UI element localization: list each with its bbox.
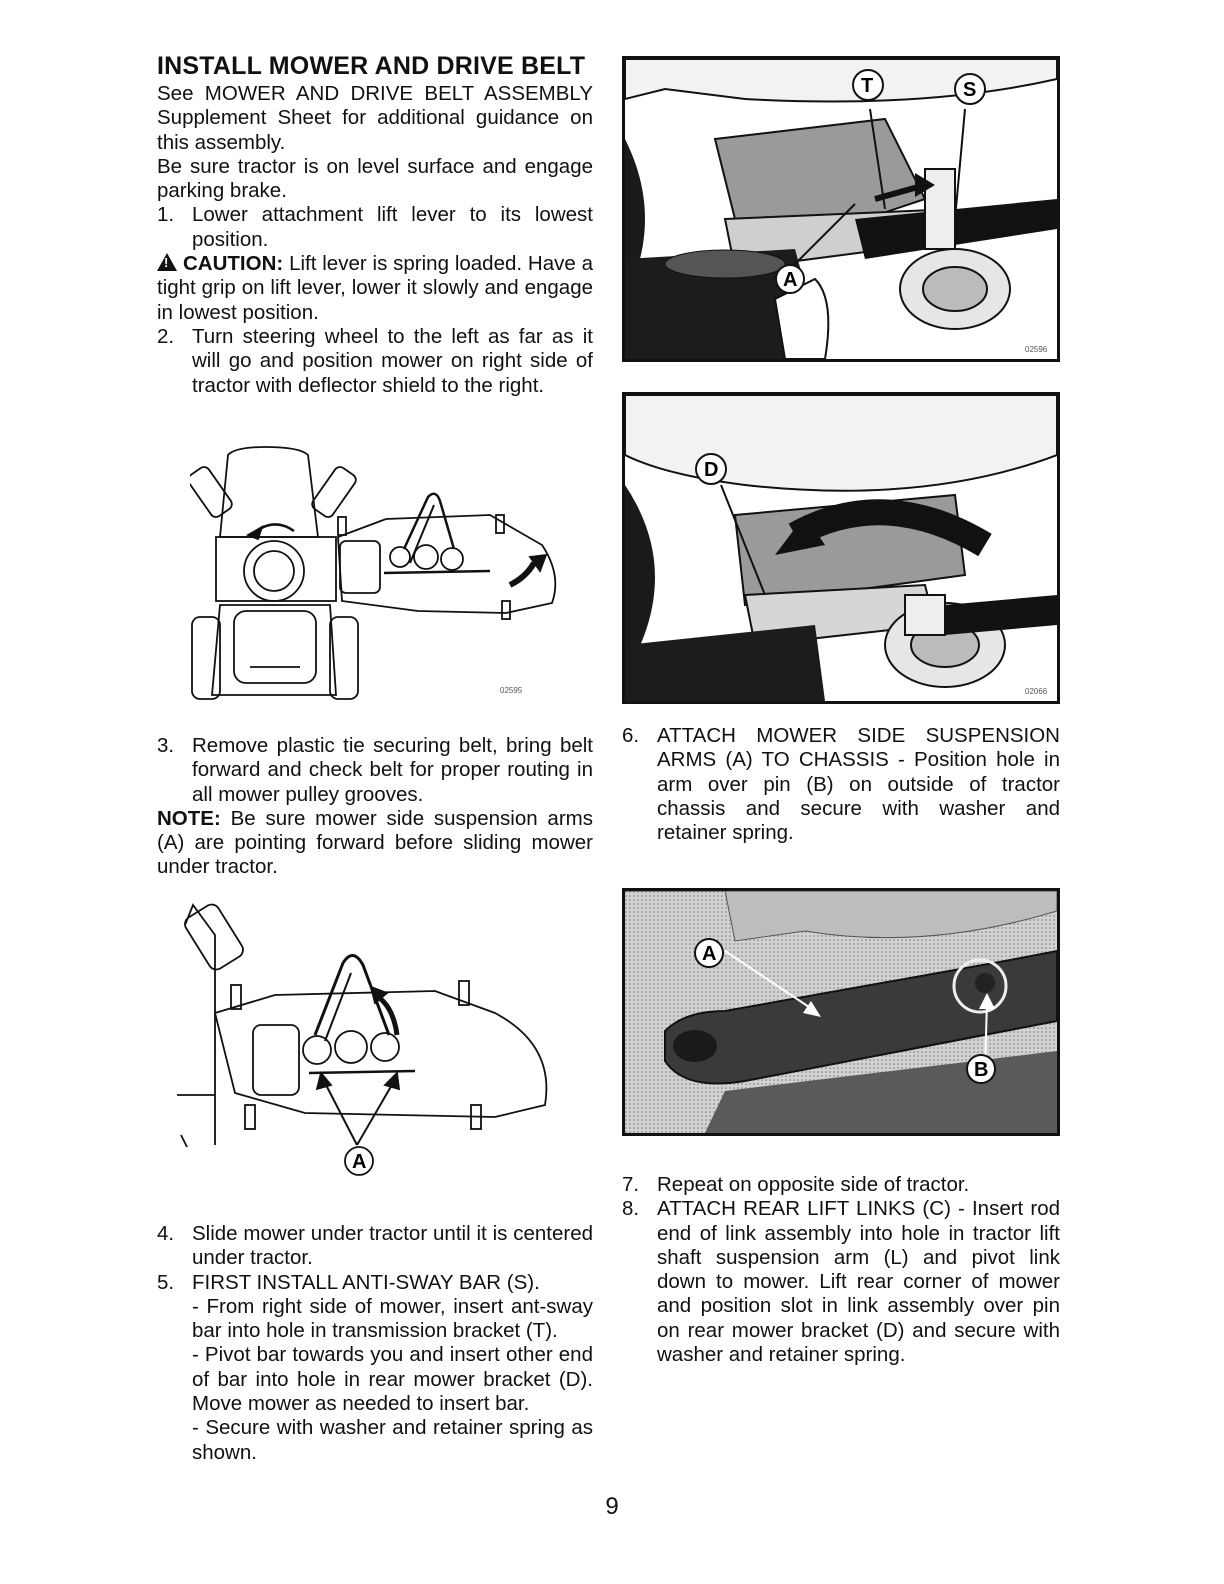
step-3 — [157, 734, 593, 807]
photo-3-callout-a: A — [702, 943, 717, 965]
caution-block — [157, 252, 593, 325]
step-6 — [622, 724, 1060, 845]
step-5-detail-2-text: - Pivot bar towards you and insert other end of bar into hole in rear mower bracket (D). Move mower as needed to insert bar. — [192, 1343, 593, 1416]
photo-1-callout-a: A — [783, 269, 798, 291]
caution-text: Lift lever is spring loaded. Have a tight grip on lift lever, lower it slowly and engage in lowest position. — [157, 252, 593, 324]
step-4-text: Slide mower under tractor until it is centered under tractor. — [192, 1222, 593, 1270]
tractor-mower-drawing — [190, 445, 570, 705]
step-7 — [622, 1173, 1060, 1197]
caution-label: CAUTION: — [183, 252, 284, 276]
step-5 — [157, 1271, 593, 1295]
step-6-text: ATTACH MOWER SIDE SUSPENSION ARMS (A) TO CHASSIS - Position hole in arm over pin (B) on outside of tractor chassis and secure with washer and retainer spring. — [657, 724, 1060, 845]
photo-3-callout-b: B — [974, 1059, 989, 1081]
step-5-detail-3-text: - Secure with washer and retainer spring as shown. — [192, 1416, 593, 1464]
photo-1-code: 02596 — [1025, 345, 1048, 354]
step-5-detail-1-text: - From right side of mower, insert ant-sway bar into hole in transmission bracket (T). — [192, 1294, 593, 1343]
right-column-bottom — [622, 1173, 1060, 1367]
step-2 — [157, 325, 593, 398]
figure-1-code: 02595 — [500, 686, 523, 695]
step-1 — [157, 203, 593, 252]
step-2-number: 2. — [157, 324, 175, 348]
step-3-text: Remove plastic tie securing belt, bring belt forward and check belt for proper routing in all mower pulley grooves. — [192, 734, 593, 806]
anti-sway-bar-illustration — [625, 59, 1057, 359]
step-4 — [157, 1222, 593, 1271]
note-label: NOTE: — [157, 806, 221, 830]
step-5-detail-2 — [157, 1343, 593, 1416]
step-8-number: 8. — [622, 1197, 640, 1221]
left-column-bottom — [157, 1222, 593, 1465]
mower-deck-drawing — [175, 895, 565, 1190]
step-3-number: 3. — [157, 734, 175, 757]
photo-2-callout-d: D — [704, 459, 719, 481]
step-5-text: FIRST INSTALL ANTI-SWAY BAR (S). — [192, 1270, 540, 1294]
photo-2-code: 02066 — [1025, 687, 1048, 696]
warning-triangle-icon — [157, 253, 177, 271]
intro-level-surface: Be sure tractor is on level surface and engage parking brake. — [157, 154, 593, 203]
photo-1-callout-t: T — [861, 75, 874, 97]
step-7-text: Repeat on opposite side of tractor. — [657, 1173, 970, 1196]
suspension-arm-illustration — [625, 891, 1057, 1133]
step-6-number: 6. — [622, 724, 640, 747]
left-column-middle — [157, 734, 593, 880]
page-number: 9 — [605, 1493, 619, 1520]
step-1-number: 1. — [157, 203, 175, 227]
photo-anti-sway-bar — [622, 56, 1060, 362]
figure-mower-suspension-arms — [175, 895, 565, 1190]
section-title: INSTALL MOWER AND DRIVE BELT — [157, 52, 586, 80]
step-8 — [622, 1197, 1060, 1367]
left-column — [157, 52, 593, 398]
intro-supplement: See MOWER AND DRIVE BELT ASSEMBLY Supplement Sheet for additional guidance on this assembly. — [157, 82, 593, 154]
note-block — [157, 807, 593, 880]
step-2-text: Turn steering wheel to the left as far as it will go and position mower on right side of tractor with deflector shield to the right. — [192, 324, 593, 397]
rear-bracket-illustration — [625, 395, 1057, 701]
step-8-text: ATTACH REAR LIFT LINKS (C) - Insert rod end of link assembly into hole in tractor lift shaft suspension arm (L) and pivot link down to mower. Lift rear corner of mower and position slot in link assembly over pin on rear mower bracket (D) and secure with washer and retainer spring. — [657, 1197, 1060, 1367]
step-1-text: Lower attachment lift lever to its lowest position. — [192, 203, 593, 251]
step-5-detail-3 — [157, 1416, 593, 1465]
note-text: Be sure mower side suspension arms (A) are pointing forward before sliding mower under tractor. — [157, 806, 593, 879]
step-5-number: 5. — [157, 1270, 175, 1294]
step-4-number: 4. — [157, 1222, 175, 1245]
photo-1-callout-s: S — [963, 79, 977, 101]
step-7-number: 7. — [622, 1173, 640, 1196]
photo-suspension-arm-pin — [622, 888, 1060, 1136]
figure-2-callout-a: A — [352, 1151, 367, 1173]
photo-rear-mower-bracket — [622, 392, 1060, 704]
right-column-middle — [622, 724, 1060, 845]
step-5-detail-1 — [157, 1295, 593, 1344]
figure-tractor-mower-top-view — [190, 445, 570, 705]
